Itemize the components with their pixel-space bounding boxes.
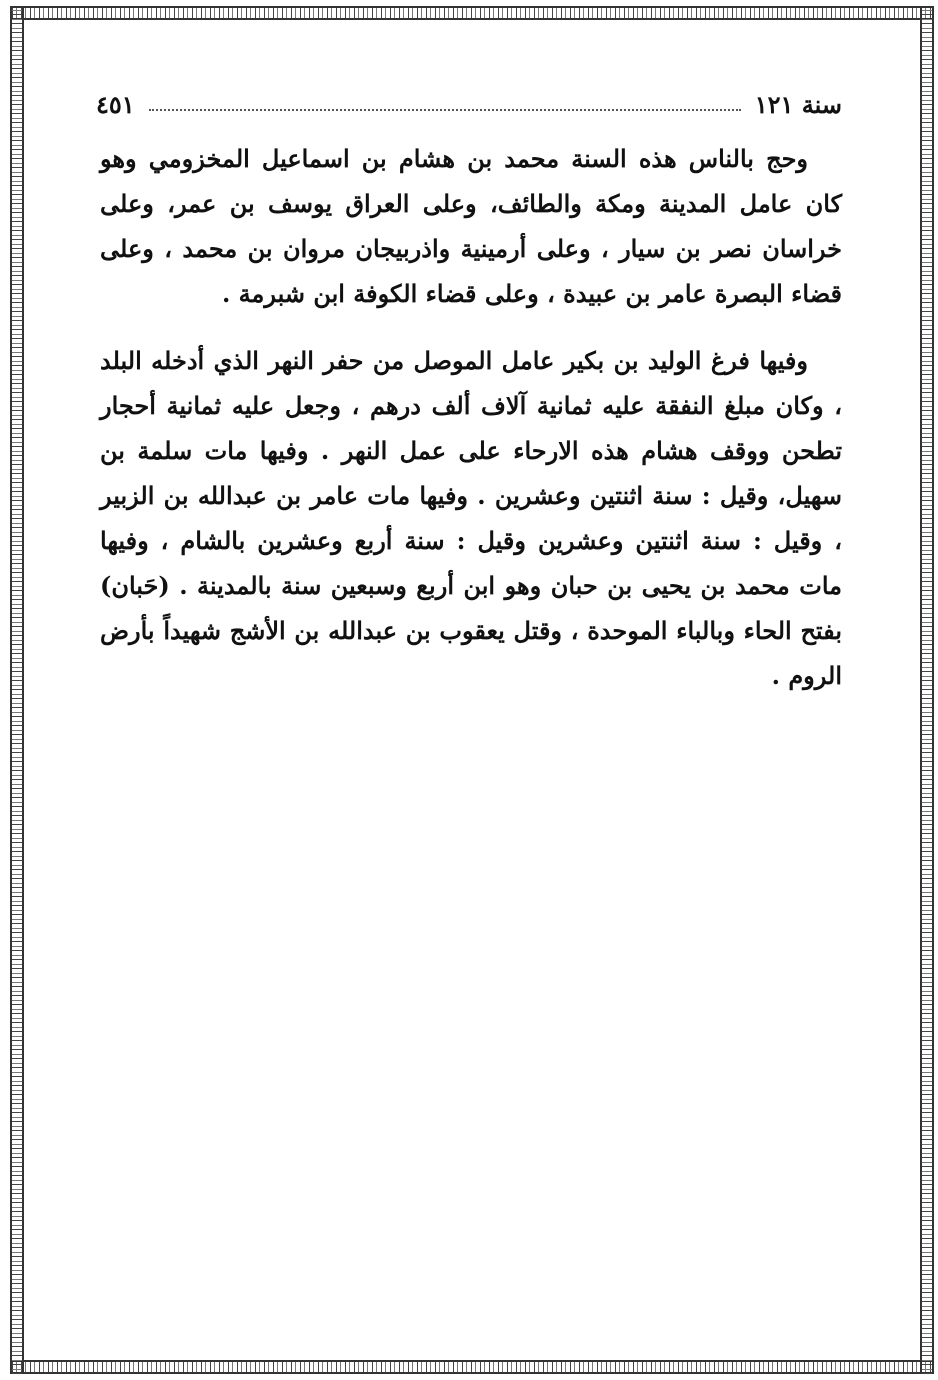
paragraph: وحج بالناس هذه السنة محمد بن هشام بن اسماعيل المخزومي وهو كان عامل المدينة ومكة والطائف، وعلى العراق يوسف بن عمر، وعلى خراسان نصر بن سيار ، وعلى أرمينية واذربيجان مروان بن محمد ، وعلى قضاء البصرة عامر بن عبيدة ، وعلى قضاء الكوفة ابن شبرمة . (100, 144, 842, 308)
page-border-right (920, 6, 934, 1374)
page-border-left (10, 6, 24, 1374)
page-number: ٤٥١ (96, 89, 135, 119)
page-border-top (12, 6, 932, 20)
paragraph: وفيها فرغ الوليد بن بكير عامل الموصل من حفر النهر الذي أدخله البلد ، وكان مبلغ النفقة عليه ثمانية آلاف ألف درهم ، وجعل عليه ثمانية أحجار تطحن ووقف هشام هذه الارحاء على عمل النهر . وفيها مات سلمة بن سهيل، وقيل : سنة اثنتين وعشرين . وفيها مات عامر بن عبدالله بن الزبير ، وقيل : سنة اثنتين وعشرين وقيل : سنة أربع وعشرين بالشام ، وفيها مات محمد بن يحيى بن حبان وهو ابن أربع وسبعين سنة بالمدينة . (حَبان) بفتح الحاء وبالباء الموحدة ، وقتل يعقوب بن عبدالله بن الأشج شهيداً بأرض الروم . (100, 346, 842, 690)
page-body (100, 136, 842, 720)
page-border-bottom (12, 1360, 932, 1374)
page-header (96, 84, 842, 124)
running-title: سنة ١٢١ (754, 89, 842, 119)
header-dot-leader (149, 109, 741, 111)
